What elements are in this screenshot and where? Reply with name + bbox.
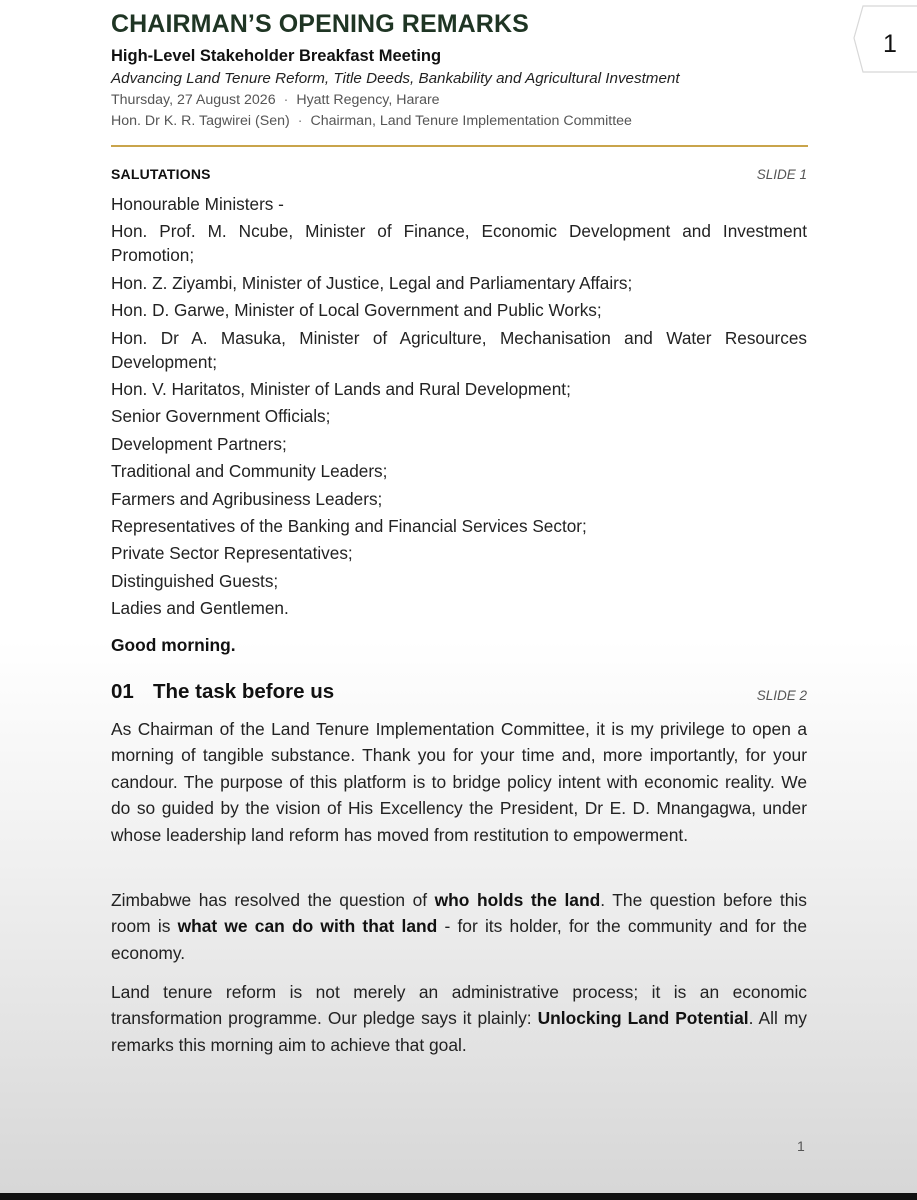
paragraph-2 xyxy=(111,887,807,966)
list-item: Hon. Prof. M. Ncube, Minister of Finance, Economic Development and Investment Promotion; xyxy=(111,221,807,266)
emphasis-text: what we can do with that land xyxy=(177,916,438,937)
list-item: Hon. D. Garwe, Minister of Local Government and Public Works; xyxy=(111,300,602,321)
meeting-name: High-Level Stakeholder Breakfast Meeting xyxy=(111,47,442,65)
text-run: Land tenure reform is not merely an administrative process; it is an economic transformation programme. Our pledge says it plainly: xyxy=(111,982,807,1029)
meeting-date: Thursday, 27 August 2026 xyxy=(111,92,276,108)
paragraph-1: As Chairman of the Land Tenure Implementation Committee, it is my privilege to open a morning of tangible substance. Thank you for your time and, more importantly, for your candour. The purpose of this platform is to bridge policy intent with economic reality. We do so guided by the vision of His Excellency the President, Dr E. D. Mnangagwa, under whose leadership land reform has moved from restitution to empowerment. xyxy=(111,719,807,845)
speaker-name: Hon. Dr K. R. Tagwirei (Sen) xyxy=(111,113,290,129)
page-number-tab xyxy=(851,0,917,78)
text-run: Zimbabwe has resolved the question of xyxy=(111,890,435,910)
meeting-venue: Hyatt Regency, Harare xyxy=(296,92,440,108)
emphasis-text: who holds the land xyxy=(434,890,601,910)
list-item: Development Partners; xyxy=(111,433,287,454)
section-number: 01 xyxy=(111,680,134,703)
salutations-list xyxy=(111,192,807,623)
document-title: CHAIRMAN’S OPENING REMARKS xyxy=(111,10,529,38)
list-item: Hon. Dr A. Masuka, Minister of Agriculture, Mechanisation and Water Resources Development; xyxy=(111,327,807,372)
list-item: Hon. V. Haritatos, Minister of Lands and Rural Development; xyxy=(111,378,571,399)
separator-dot: · xyxy=(297,113,303,129)
list-item: Honourable Ministers - xyxy=(111,194,284,214)
emphasis-text: Unlocking Land Potential xyxy=(537,1008,749,1029)
paragraph-3 xyxy=(111,979,807,1058)
meeting-tagline: Advancing Land Tenure Reform, Title Deeds, Bankability and Agricultural Investment xyxy=(111,70,680,87)
bottom-bar xyxy=(0,1193,917,1200)
text-run: . All my remarks this morning aim to achieve that goal. xyxy=(111,1008,807,1055)
list-item: Ladies and Gentlemen. xyxy=(111,598,289,619)
salutations-label: SALUTATIONS xyxy=(111,166,211,182)
text-run: . The question before this room is xyxy=(111,890,807,937)
slide-marker-1: SLIDE 1 xyxy=(756,167,807,182)
section-title: The task before us xyxy=(153,680,335,703)
list-item: Private Sector Representatives; xyxy=(111,543,353,564)
header-divider xyxy=(111,145,808,147)
list-item: Farmers and Agribusiness Leaders; xyxy=(111,488,383,509)
list-item: Distinguished Guests; xyxy=(111,570,279,591)
list-item: Representatives of the Banking and Financial Services Sector; xyxy=(111,515,587,536)
speaker-role: Chairman, Land Tenure Implementation Committee xyxy=(310,113,632,129)
list-item: Hon. Z. Ziyambi, Minister of Justice, Legal and Parliamentary Affairs; xyxy=(111,272,633,293)
page-tab-number: 1 xyxy=(883,30,897,58)
slide-marker-2: SLIDE 2 xyxy=(756,688,807,703)
section-heading xyxy=(111,680,334,704)
greeting: Good morning. xyxy=(111,635,236,655)
text-run: - for its holder, for the community and for the economy. xyxy=(111,916,808,963)
list-item: Traditional and Community Leaders; xyxy=(111,461,388,482)
separator-dot: · xyxy=(283,92,289,108)
speaker-line xyxy=(111,113,632,129)
list-item: Senior Government Officials; xyxy=(111,406,331,427)
footer-page-number: 1 xyxy=(797,1138,805,1154)
date-venue-line xyxy=(111,92,440,108)
